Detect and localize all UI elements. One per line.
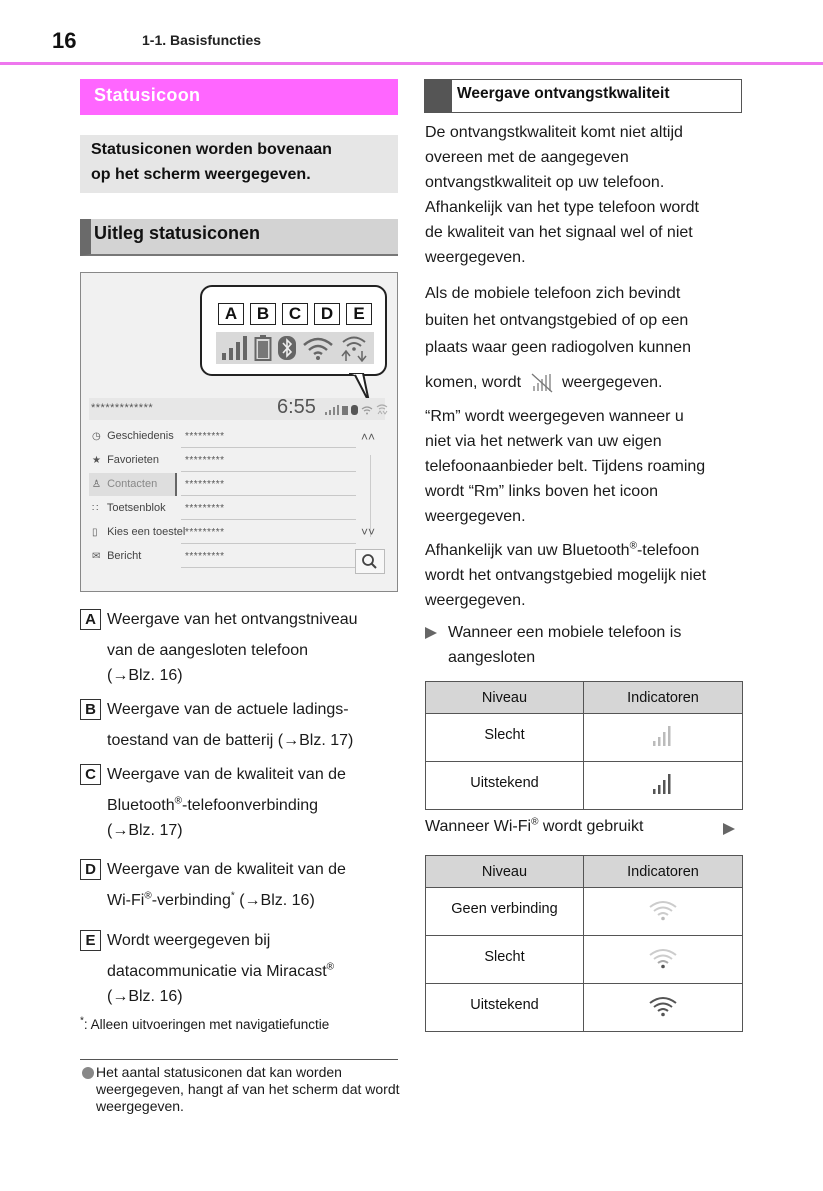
signal-bars-weak-icon xyxy=(652,725,674,747)
table-header-row xyxy=(426,856,743,888)
level-cell: Slecht xyxy=(426,714,584,762)
indicator-cell xyxy=(584,984,743,1032)
paragraph xyxy=(425,120,750,270)
paragraph xyxy=(425,538,750,613)
clock-display: 6:55 xyxy=(277,396,316,418)
section-title: Statusicoon xyxy=(80,79,398,115)
table-header-row xyxy=(426,682,743,714)
page-reference: (→Blz. 17) xyxy=(107,822,183,839)
menu-item-geschiedenis[interactable] xyxy=(89,425,385,448)
menu-item-bericht[interactable] xyxy=(89,545,385,568)
miracast-wifi-updown-icon xyxy=(339,334,369,362)
description-letter: B xyxy=(80,699,101,720)
level-cell: Geen verbinding xyxy=(426,888,584,936)
description-e xyxy=(80,928,400,1009)
text-line: niet via het netwerk van uw eigen xyxy=(425,433,662,450)
paragraph xyxy=(425,404,750,529)
column-header: Niveau xyxy=(426,682,584,714)
table-row xyxy=(426,936,743,984)
table-row xyxy=(426,714,743,762)
search-icon xyxy=(356,550,384,573)
text-fragment: -telefoon xyxy=(636,542,700,559)
description-text: datacommunicatie via Miracast xyxy=(107,963,327,980)
text-line xyxy=(425,369,750,396)
wifi-signal-table xyxy=(425,855,743,1032)
registered-mark: ® xyxy=(144,890,152,902)
page-reference: (→Blz. 16) xyxy=(107,667,183,684)
registered-mark: ® xyxy=(629,540,637,552)
device-select-icon: ▯ xyxy=(92,527,98,538)
wifi-none-icon xyxy=(648,899,678,921)
column-header: Indicatoren xyxy=(584,682,743,714)
indicator-cell xyxy=(584,888,743,936)
description-d xyxy=(80,857,400,913)
description-letter: C xyxy=(80,764,101,785)
header-rule xyxy=(0,62,823,65)
menu-item-label: Kies een toestel xyxy=(107,526,186,538)
text-line: “Rm” wordt weergegeven wanneer u xyxy=(425,408,684,425)
description-letter: E xyxy=(80,930,101,951)
callout-label-a: A xyxy=(218,303,244,325)
description-c xyxy=(80,762,400,843)
menu-item-label: Bericht xyxy=(107,550,142,562)
description-text: Weergave van de kwaliteit van de xyxy=(107,861,346,878)
menu-item-contacten[interactable] xyxy=(89,473,385,496)
text-line: wordt het ontvangstgebied mogelijk niet xyxy=(425,567,707,584)
intro-line: Statusiconen worden bovenaan xyxy=(91,141,332,158)
note xyxy=(80,1064,400,1115)
wifi-strong-icon xyxy=(648,995,678,1017)
bluetooth-icon xyxy=(277,335,297,361)
description-text: Weergave van de kwaliteit van de xyxy=(107,766,346,783)
footnote-text: : Alleen uitvoeringen met navigatiefunctie xyxy=(83,1017,330,1032)
text-line: wordt “Rm” links boven het icoon xyxy=(425,483,658,500)
status-bar xyxy=(89,398,385,420)
text-fragment: wordt gebruikt xyxy=(538,818,644,835)
bullet-item xyxy=(448,620,748,670)
text-line: de kwaliteit van het signaal wel of niet xyxy=(425,224,693,241)
level-cell: Slecht xyxy=(426,936,584,984)
menu-item-label: Geschiedenis xyxy=(107,430,174,442)
battery-icon xyxy=(342,405,348,415)
menu-item-value[interactable]: ********* xyxy=(181,449,356,472)
wifi-subheading xyxy=(425,818,643,836)
callout-labels xyxy=(218,303,372,325)
page-reference: (→Blz. 16) xyxy=(107,988,183,1005)
text-line: weergegeven. xyxy=(425,508,526,525)
status-bar-title: ************* xyxy=(91,402,154,414)
miracast-wifi-updown-icon xyxy=(376,403,388,415)
description-text: Wordt weergegeven bij xyxy=(107,932,271,949)
footnote xyxy=(80,1017,329,1032)
battery-icon xyxy=(254,335,272,361)
intro-line: op het scherm weergegeven. xyxy=(91,166,311,183)
text-fragment: Wanneer Wi-Fi xyxy=(425,818,532,835)
text-line: weergegeven. xyxy=(425,249,526,266)
text-fragment: weergegeven. xyxy=(561,374,663,391)
indicator-cell xyxy=(584,762,743,810)
description-text: Weergave van het ontvangstniveau xyxy=(107,611,358,628)
text-line: overeen met de aangegeven xyxy=(425,149,629,166)
chapter-title: 1-1. Basisfuncties xyxy=(142,32,262,48)
scroll-up-button[interactable]: ˄˄ xyxy=(361,430,376,444)
note-divider xyxy=(80,1059,398,1060)
bluetooth-icon xyxy=(351,405,358,415)
description-text: van de aangesloten telefoon xyxy=(107,642,309,659)
menu-item-label: Contacten xyxy=(107,478,158,490)
bullet-dot-icon xyxy=(82,1067,94,1079)
text-line: plaats waar geen radiogolven kunnen xyxy=(425,339,691,356)
text-fragment: Afhankelijk van uw Bluetooth xyxy=(425,542,630,559)
footnote-mark: * xyxy=(230,890,235,902)
phone-signal-table xyxy=(425,681,743,810)
description-b xyxy=(80,697,400,753)
star-icon: ★ xyxy=(92,455,101,466)
page-reference: (→Blz. 16) xyxy=(234,892,315,909)
level-cell: Uitstekend xyxy=(426,762,584,810)
text-line: buiten het ontvangstgebied of op een xyxy=(425,312,689,329)
menu-item-value[interactable]: ********* xyxy=(181,545,356,568)
text-line: Als de mobiele telefoon zich bevindt xyxy=(425,285,681,302)
callout-label-d: D xyxy=(314,303,340,325)
menu-item-label: Favorieten xyxy=(107,454,160,466)
no-signal-icon xyxy=(530,373,554,393)
clock-icon: ◷ xyxy=(92,431,101,442)
indicator-cell xyxy=(584,936,743,984)
text-line: De ontvangstkwaliteit komt niet altijd xyxy=(425,124,683,141)
message-icon: ✉ xyxy=(92,551,101,562)
phone-menu xyxy=(89,425,385,577)
text-line xyxy=(425,538,750,563)
description-text: Wi-Fi xyxy=(107,892,145,909)
text-fragment: komen, wordt xyxy=(425,374,522,391)
description-text: Bluetooth xyxy=(107,797,175,814)
text-line: Wanneer een mobiele telefoon is xyxy=(448,624,682,641)
registered-mark: ® xyxy=(326,961,335,973)
signal-bars-icon xyxy=(325,405,339,415)
keypad-icon: ∷ xyxy=(92,503,99,514)
text-line: aangesloten xyxy=(448,649,536,666)
description-text: -verbinding xyxy=(151,892,231,909)
text-line: Afhankelijk van het type telefoon wordt xyxy=(425,199,699,216)
menu-item-value[interactable]: ********* xyxy=(181,473,356,496)
callout-bubble xyxy=(200,285,387,376)
menu-item-label: Toetsenblok xyxy=(106,502,166,514)
description-a xyxy=(80,607,400,688)
menu-item-value[interactable]: ********* xyxy=(181,497,356,520)
icon-strip xyxy=(216,332,374,364)
search-button[interactable] xyxy=(355,549,385,574)
description-text: -telefoonverbinding xyxy=(181,797,319,814)
description-text: toestand van de batterij (→Blz. 17) xyxy=(107,732,354,749)
signal-bars-strong-icon xyxy=(652,773,674,795)
table-row xyxy=(426,888,743,936)
menu-item-kies-een-toestel[interactable] xyxy=(89,521,385,544)
description-letter: D xyxy=(80,859,101,880)
menu-item-toetsenblok[interactable] xyxy=(89,497,385,520)
wifi-icon xyxy=(361,405,373,415)
page-number: 16 xyxy=(52,28,77,53)
registered-mark: ® xyxy=(174,795,182,807)
callout-label-e: E xyxy=(346,303,372,325)
signal-bars-icon xyxy=(221,335,249,361)
text-line: ontvangstkwaliteit op uw telefoon. xyxy=(425,174,665,191)
status-bar-icons xyxy=(325,403,388,415)
text-line: telefoonaanbieder belt. Tijdens roaming xyxy=(425,458,706,475)
contact-icon: ♙ xyxy=(92,479,101,490)
note-text: Het aantal statusiconen dat kan worden weergegeven, hangt af van het scherm dat wordt weergegeven. xyxy=(96,1064,400,1114)
menu-item-favorieten[interactable] xyxy=(89,449,385,472)
table-row xyxy=(426,984,743,1032)
description-letter: A xyxy=(80,609,101,630)
scroll-down-button[interactable]: ˅˅ xyxy=(361,525,376,539)
paragraph xyxy=(425,280,750,396)
indicator-cell xyxy=(584,714,743,762)
footnote-mark: * xyxy=(80,1015,84,1027)
text-line: weergegeven. xyxy=(425,592,526,609)
wifi-icon xyxy=(302,335,334,361)
registered-mark: ® xyxy=(531,816,539,828)
column-header: Indicatoren xyxy=(584,856,743,888)
menu-item-value[interactable]: ********* xyxy=(181,425,356,448)
status-icons-figure xyxy=(80,272,398,592)
description-text: Weergave van de actuele ladings- xyxy=(107,701,349,718)
table-row xyxy=(426,762,743,810)
bullet-triangle-icon xyxy=(425,627,437,639)
column-header: Niveau xyxy=(426,856,584,888)
level-cell: Uitstekend xyxy=(426,984,584,1032)
intro-box xyxy=(80,135,398,193)
callout-label-c: C xyxy=(282,303,308,325)
bullet-triangle-icon xyxy=(723,823,735,835)
menu-item-value[interactable]: ********* xyxy=(181,521,356,544)
wifi-weak-icon xyxy=(648,947,678,969)
section-heading: Weergave ontvangstkwaliteit xyxy=(424,79,742,113)
callout-label-b: B xyxy=(250,303,276,325)
subheading: Uitleg statusiconen xyxy=(80,219,398,256)
